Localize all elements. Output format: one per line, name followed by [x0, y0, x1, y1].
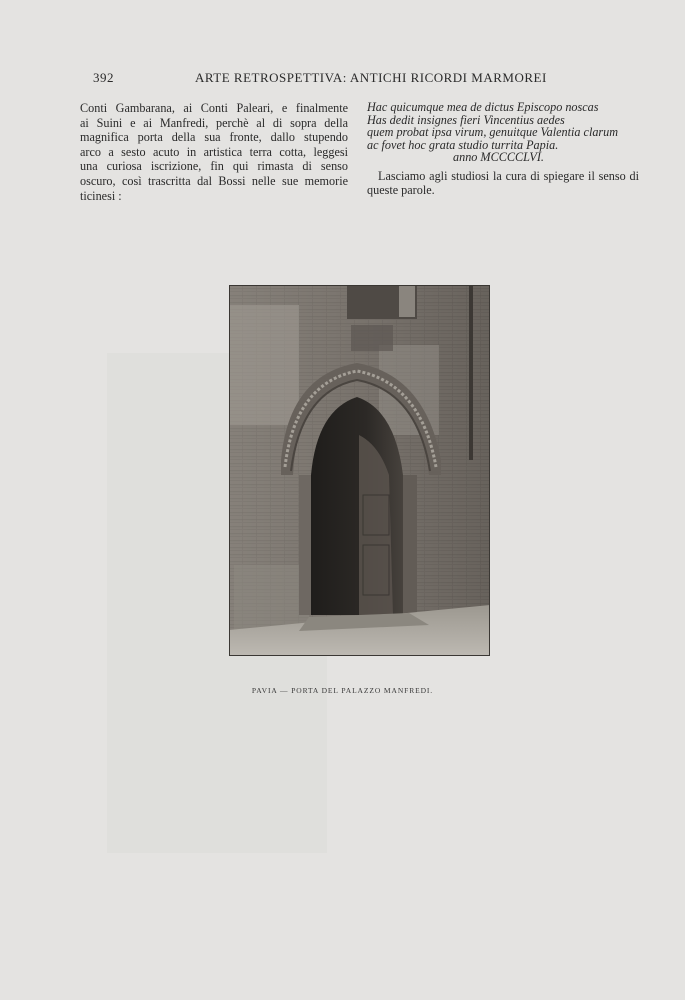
text-line: una curiosa iscrizione, fin qui rimasta di senso — [80, 159, 348, 174]
text-line: ticinesi : — [80, 188, 122, 203]
running-title: ARTE RETROSPETTIVA: ANTICHI RICORDI MARMOREI — [195, 70, 547, 85]
verse-line: Hac quicumque mea de dictus Episcopo noscas — [367, 100, 599, 114]
figure-caption: PAVIA — PORTA DEL PALAZZO MANFREDI. — [251, 686, 434, 695]
page-number: 392 — [93, 70, 114, 85]
text-line: ai Suini e ai Manfredi, perchè al di sopra della — [80, 115, 348, 130]
text-line: arco a sesto acuto in artistica terra cotta, leggesi — [80, 144, 348, 159]
verse-line: ac fovet hoc grata studio turrita Papia. — [367, 137, 559, 152]
text-line: magnifica porta della sua fronte, dallo stupendo — [80, 130, 348, 145]
right-column-text — [367, 101, 639, 198]
doorway-photograph — [229, 285, 490, 656]
closing-paragraph: Lasciamo agli studiosi la cura di spiegare il senso di queste parole. — [367, 168, 639, 198]
left-column-text — [80, 101, 348, 203]
text-line: Conti Gambarana, ai Conti Paleari, e finalmente — [80, 101, 348, 115]
verse-date-line: anno MCCCCLVI. — [453, 150, 544, 165]
text-line: oscuro, così trascritta dal Bossi nelle sue memorie — [80, 173, 348, 188]
latin-inscription — [367, 101, 639, 164]
verse-line: Has dedit insignes fieri Vincentius aedes — [367, 112, 565, 127]
verse-line: quem probat ipsa virum, genuitque Valentia clarum — [367, 125, 619, 140]
